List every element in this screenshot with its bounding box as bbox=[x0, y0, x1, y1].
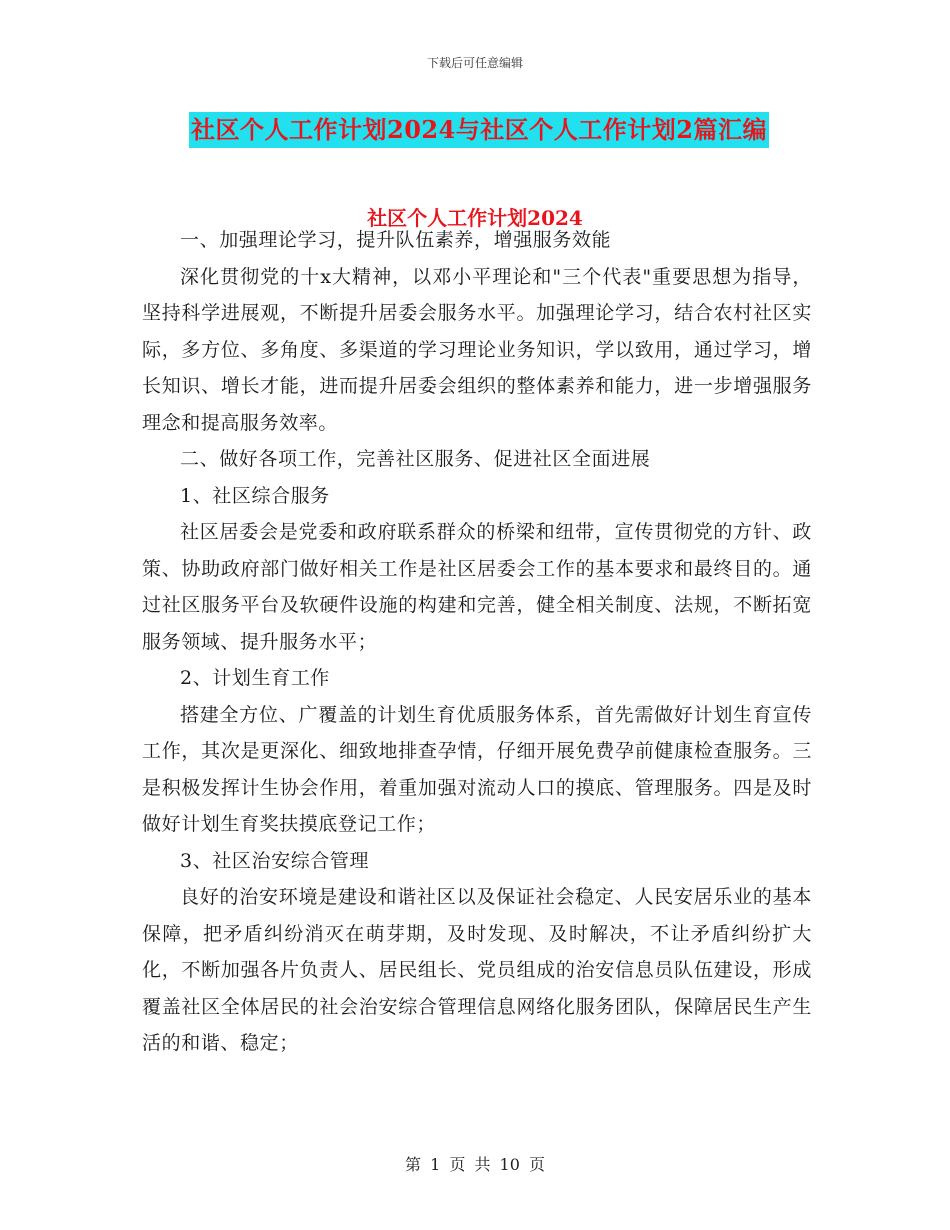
paragraph: 搭建全方位、广覆盖的计划生育优质服务体系，首先需做好计划生育宣传工作，其次是更深化、细致地排查孕情，仔细开展免费孕前健康检查服务。三是积极发挥计生协会作用，着重加强对流动人口的摸底、管理服务。四是及时做好计划生育奖扶摸底登记工作； bbox=[142, 703, 812, 835]
paragraph: 3、社区治安综合管理 bbox=[180, 849, 370, 872]
paragraph: 2、计划生育工作 bbox=[180, 667, 330, 689]
document-body bbox=[142, 222, 812, 1062]
paragraph: 二、做好各项工作，完善社区服务、促进社区全面进展 bbox=[180, 448, 651, 470]
section-title: 社区个人工作计划2024 bbox=[367, 206, 583, 230]
paragraph: 1、社区综合服务 bbox=[180, 484, 330, 507]
page-header-note: 下载后可任意编辑 bbox=[426, 56, 523, 70]
document-title: 社区个人工作计划2024与社区个人工作计划2篇汇编 bbox=[189, 112, 769, 148]
paragraph: 深化贯彻党的十x大精神，以邓小平理论和"三个代表"重要思想为指导，坚持科学进展观，不断提升居委会服务水平。加强理论学习，结合农村社区实际，多方位、多角度、多渠道的学习理论业务知识，学以致用，通过学习，增长知识、增长才能，进而提升居委会组织的整体素养和能力，进一步增强服务理念和提高服务效率。 bbox=[142, 265, 812, 434]
page-footer: 第 1 页 共 10 页 bbox=[405, 1155, 545, 1174]
paragraph: 社区居委会是党委和政府联系群众的桥梁和纽带，宣传贯彻党的方针、政策、协助政府部门做好相关工作是社区居委会工作的基本要求和最终目的。通过社区服务平台及软硬件设施的构建和完善，健全相关制度、法规，不断拓宽服务领域、提升服务水平； bbox=[142, 521, 812, 653]
paragraph: 良好的治安环境是建设和谐社区以及保证社会稳定、人民安居乐业的基本保障，把矛盾纠纷消灭在萌芽期，及时发现、及时解决，不让矛盾纠纷扩大化，不断加强各片负责人、居民组长、党员组成的治安信息员队伍建设，形成覆盖社区全体居民的社会治安综合管理信息网络化服务团队，保障居民生产生活的和谐、稳定； bbox=[142, 886, 812, 1054]
paragraph: 一、加强理论学习，提升队伍素养，增强服务效能 bbox=[180, 229, 612, 251]
